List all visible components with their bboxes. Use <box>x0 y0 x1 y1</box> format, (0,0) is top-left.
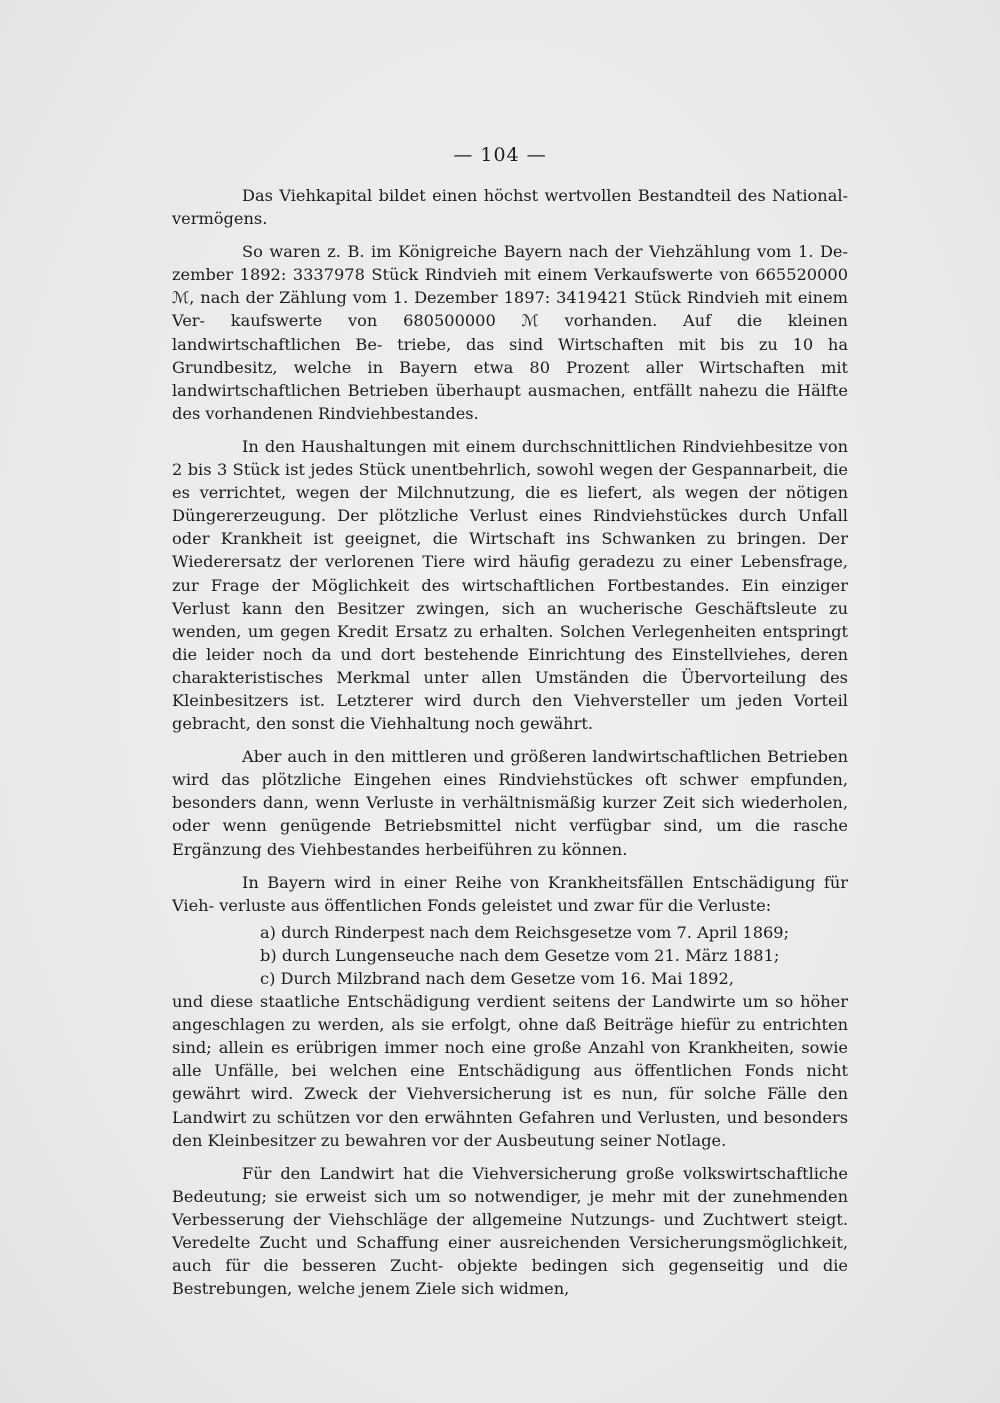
paragraph-1: Das Viehkapital bildet einen höchst wertvollen Bestandteil des National- vermögens. <box>172 186 848 229</box>
paragraph-4: Aber auch in den mittleren und größeren landwirtschaftlichen Betrieben wird das plötzliche Eingehen eines Rindviehstückes oft schwer empfunden, besonders dann, wenn Verluste in verhältnismäßig kurzer Zeit sich wiederholen, oder wenn genügende Betriebsmittel nicht verfügbar sind, um die rasche Ergänzung des Viehbestandes herbeiführen zu können. <box>172 747 848 859</box>
paragraph-2: So waren z. B. im Königreiche Bayern nach der Viehzählung vom 1. De- zember 1892: 3337978 Stück Rindvieh mit einem Verkaufswerte von 665520000 ℳ, nach der Zählung vom 1. Dezember 1897: 3419421 Stück Rindvieh mit einem Ver- kaufswerte von 680500000 ℳ vorhanden. Auf die kleinen landwirtschaftlichen Be- triebe, das sind Wirtschaften mit bis zu 10 ha Grundbesitz, welche in Bayern etwa 80 Prozent aller Wirtschaften mit landwirtschaftlichen Betrieben überhaupt ausmachen, entfällt nahezu die Hälfte des vorhandenen Rindviehbestandes. <box>172 242 848 423</box>
body-text <box>172 184 848 1310</box>
paragraph-3: In den Haushaltungen mit einem durchschnittlichen Rindviehbesitze von 2 bis 3 Stück ist jedes Stück unentbehrlich, sowohl wegen der Gespannarbeit, die es verrichtet, wegen der Milchnutzung, die es liefert, als wegen der nötigen Düngererzeugung. Der plötzliche Verlust eines Rindviehstückes durch Unfall oder Krankheit ist geeignet, die Wirtschaft ins Schwanken zu bringen. Der Wiederersatz der verlorenen Tiere wird häufig geradezu zu einer Lebensfrage, zur Frage der Möglichkeit des wirtschaftlichen Fortbestandes. Ein einziger Verlust kann den Besitzer zwingen, sich an wucherische Geschäftsleute zu wenden, um gegen Kredit Ersatz zu erhalten. Solchen Verlegenheiten entspringt die leider noch da und dort bestehende Einrichtung des Einstellviehes, deren charakteristisches Merkmal unter allen Umständen die Übervorteilung des Kleinbesitzers ist. Letzterer wird durch den Viehversteller um jeden Vorteil gebracht, den sonst die Viehhaltung noch gewährt. <box>172 436 848 734</box>
paragraph-6: und diese staatliche Entschädigung verdient seitens der Landwirte um so höher angeschlagen zu werden, als sie erfolgt, ohne daß Beiträge hiefür zu entrichten sind; allein es erübrigen immer noch eine große Anzahl von Krankheiten, sowie alle Unfälle, bei welchen eine Entschädigung aus öffentlichen Fonds nicht gewährt wird. Zweck der Viehversicherung ist es nun, für solche Fälle den Landwirt zu schützen vor den erwähnten Gefahren und Verlusten, und besonders den Kleinbesitzer zu bewahren vor der Ausbeutung seiner Notlage. <box>172 992 848 1150</box>
list-item: b) durch Lungenseuche nach dem Gesetze vom 21. März 1881; <box>260 945 780 965</box>
loss-list <box>260 921 848 990</box>
paragraph-7: Für den Landwirt hat die Viehversicherung große volkswirtschaftliche Bedeutung; sie erweist sich um so notwendiger, je mehr mit der zunehmenden Verbesserung der Viehschläge der allgemeine Nutzungs- und Zuchtwert steigt. Veredelte Zucht und Schaffung einer ausreichenden Versicherungsmöglichkeit, auch für die besseren Zucht- objekte bedingen sich gegenseitig und die Bestrebungen, welche jenem Ziele sich widmen, <box>172 1163 848 1299</box>
list-item: c) Durch Milzbrand nach dem Gesetze vom 16. Mai 1892, <box>260 969 734 988</box>
paragraph-5: In Bayern wird in einer Reihe von Krankheitsfällen Entschädigung für Vieh- verluste aus öffentlichen Fonds geleistet und zwar für die Verluste: <box>172 872 848 915</box>
list-item: a) durch Rinderpest nach dem Reichsgesetze vom 7. April 1869; <box>260 922 790 942</box>
page-number: — 104 — <box>453 144 547 166</box>
